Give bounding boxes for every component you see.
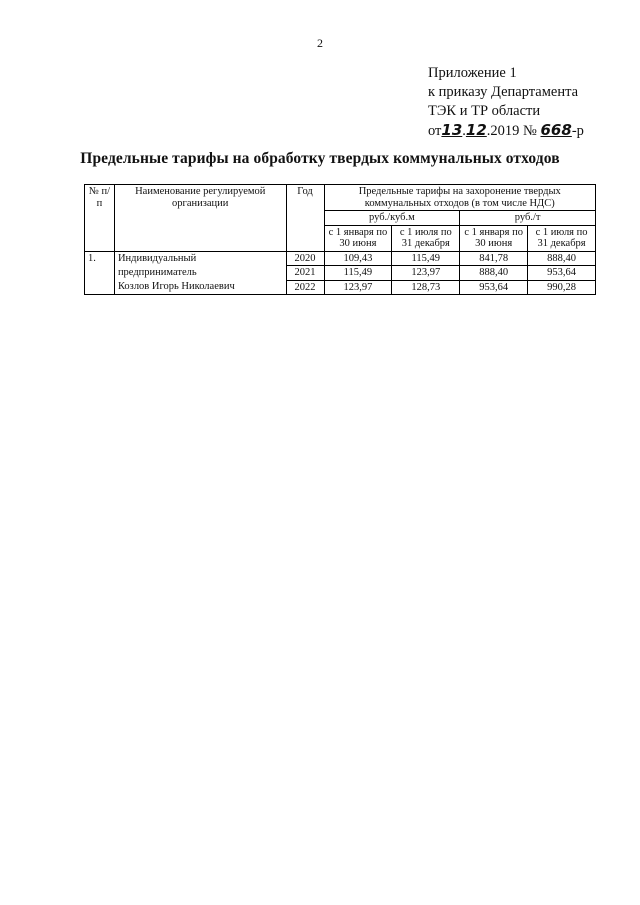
header-unit-ton: руб./т: [460, 211, 596, 226]
date-separator: .: [462, 123, 466, 139]
value-cell: 109,43: [324, 251, 392, 266]
value-cell: 128,73: [392, 280, 460, 295]
year-cell: 2021: [286, 266, 324, 281]
value-cell: 841,78: [460, 251, 528, 266]
year-cell: 2022: [286, 280, 324, 295]
row-index-empty: [85, 280, 115, 295]
value-cell: 953,64: [528, 266, 596, 281]
header-year: Год: [286, 185, 324, 252]
document-title: Предельные тарифы на обработку твердых коммунальных отходов: [80, 150, 560, 167]
value-cell: 115,49: [392, 251, 460, 266]
table-row: [85, 251, 596, 266]
row-index-empty: [85, 266, 115, 281]
value-cell: 115,49: [324, 266, 392, 281]
value-cell: 888,40: [528, 251, 596, 266]
org-name-line-1: Индивидуальный: [114, 251, 286, 266]
row-index: 1.: [85, 251, 115, 266]
value-cell: 888,40: [460, 266, 528, 281]
table-row: [85, 266, 596, 281]
org-name-line-3: Козлов Игорь Николаевич: [114, 280, 286, 295]
order-suffix: -р: [571, 123, 584, 139]
header-period-2: с 1 июля по 31 декабря: [392, 225, 460, 251]
table-row: [85, 280, 596, 295]
annex-line-2: к приказу Департамента: [428, 84, 579, 100]
tariff-table: [84, 184, 596, 295]
annex-block: [428, 64, 584, 141]
date-prefix: от: [428, 123, 442, 139]
date-year: .2019 №: [486, 123, 537, 139]
org-name-line-2: предприниматель: [114, 266, 286, 281]
value-cell: 953,64: [460, 280, 528, 295]
header-unit-cubic: руб./куб.м: [324, 211, 460, 226]
header-no: № п/п: [85, 185, 115, 252]
year-cell: 2020: [286, 251, 324, 266]
header-period-1: с 1 января по 30 июня: [324, 225, 392, 251]
value-cell: 123,97: [324, 280, 392, 295]
order-number: 668: [540, 121, 572, 139]
header-period-4: с 1 июля по 31 декабря: [528, 225, 596, 251]
page-number: 2: [317, 36, 323, 50]
annex-line-1: Приложение 1: [428, 65, 517, 81]
annex-date-line: [428, 121, 584, 141]
header-tariffs: Предельные тарифы на захоронение твердых коммунальных отходов (в том числе НДС): [324, 185, 596, 211]
header-period-3: с 1 января по 30 июня: [460, 225, 528, 251]
date-day: 13: [441, 121, 463, 139]
value-cell: 123,97: [392, 266, 460, 281]
value-cell: 990,28: [528, 280, 596, 295]
annex-line-3: ТЭК и ТР области: [428, 103, 541, 119]
header-org: Наименование регулируемой организации: [114, 185, 286, 252]
date-month: 12: [465, 121, 487, 139]
